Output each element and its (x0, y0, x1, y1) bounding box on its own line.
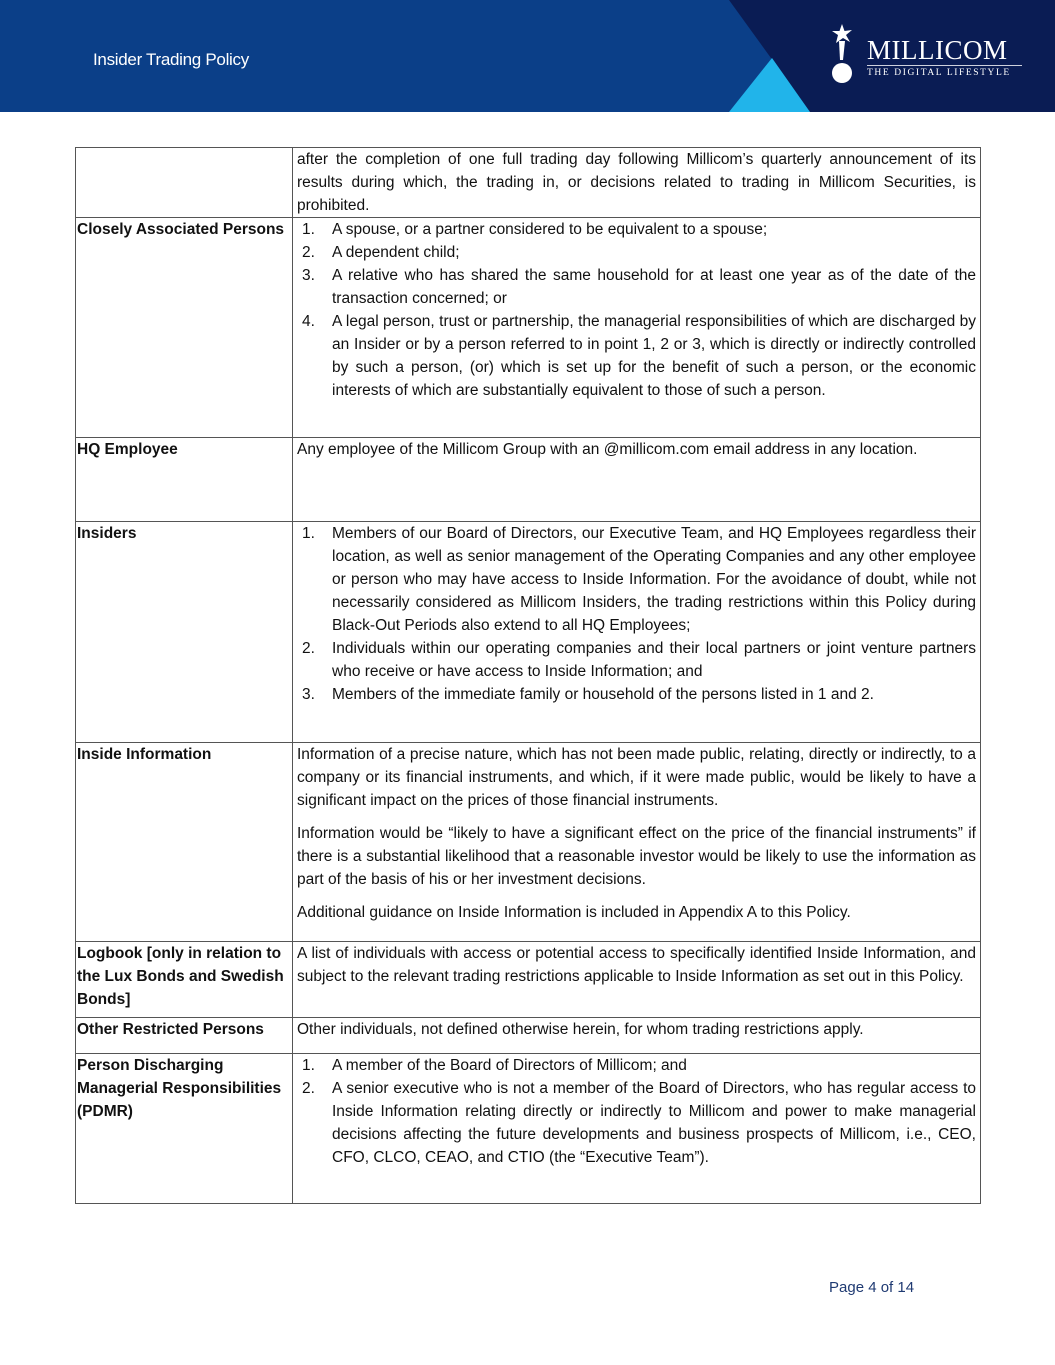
list-item (297, 1054, 976, 1077)
definition-term: Insiders (76, 522, 293, 743)
definition-description (293, 522, 981, 743)
definition-paragraph: Other individuals, not defined otherwise herein, for whom trading restrictions apply. (297, 1021, 864, 1038)
logo-tagline: THE DIGITAL LIFESTYLE (867, 68, 1011, 78)
list-item-number: 1. (302, 1057, 315, 1074)
page-header (0, 0, 1055, 112)
table-row (76, 942, 981, 1018)
list-item (297, 310, 976, 402)
list-item (297, 264, 976, 310)
list-item-text: Individuals within our operating companies and their local partners or joint venture partners who receive or have access to Inside Information; and (332, 640, 976, 680)
definition-term (76, 148, 293, 218)
list-item-text: A spouse, or a partner considered to be equivalent to a spouse; (332, 221, 768, 238)
list-item-text: A senior executive who is not a member of the Board of Directors, who has regular access to Inside Information relating directly or indirectly to Millicom and power to make managerial decisions affecting the future developments and business prospects of Millicom, i.e., CEO, CFO, CLCO, CEAO, and CTIO (the “Executive Team”). (332, 1080, 976, 1166)
table-row (76, 438, 981, 522)
definition-term: Closely Associated Persons (76, 218, 293, 438)
list-item-text: A dependent child; (332, 244, 460, 261)
definition-description (293, 1018, 981, 1054)
list-item-number: 3. (302, 267, 315, 284)
definition-paragraph: Additional guidance on Inside Information is included in Appendix A to this Policy. (297, 904, 851, 921)
logo-divider (867, 65, 1022, 66)
millicom-logo (827, 24, 1027, 88)
table-row (76, 148, 981, 218)
list-item-number: 2. (302, 244, 315, 261)
definition-term: Other Restricted Persons (76, 1018, 293, 1054)
list-item-number: 3. (302, 686, 315, 703)
numbered-list (297, 522, 976, 706)
table-row (76, 218, 981, 438)
definition-term: HQ Employee (76, 438, 293, 522)
table-row (76, 1054, 981, 1204)
list-item (297, 241, 976, 264)
document-title: Insider Trading Policy (93, 50, 249, 69)
table-row (76, 743, 981, 942)
list-item-text: A legal person, trust or partnership, the managerial responsibilities of which are discharged by an Insider or by a person referred to in point 1, 2 or 3, which is directly or indirectly controlled by such a person, (or) which is set up for the benefit of such a person, or the economic interests of which are substantially equivalent to those of such a person. (332, 313, 976, 399)
list-item-number: 2. (302, 1080, 315, 1097)
numbered-list (297, 218, 976, 402)
star-logo-icon (827, 24, 861, 88)
list-item (297, 637, 976, 683)
list-item (297, 218, 976, 241)
definition-description (293, 942, 981, 1018)
list-item-text: Members of the immediate family or household of the persons listed in 1 and 2. (332, 686, 874, 703)
definition-paragraph: Any employee of the Millicom Group with an @millicom.com email address in any location. (297, 441, 918, 458)
definition-description (293, 148, 981, 218)
definition-paragraph: Information of a precise nature, which has not been made public, relating, directly or indirectly, to a company or its financial instruments, and which, if it were made public, would be likely to have a significant impact on the prices of those financial instruments. (297, 746, 976, 809)
list-item-text: A member of the Board of Directors of Millicom; and (332, 1057, 687, 1074)
list-item-number: 2. (302, 640, 315, 657)
definition-paragraph: after the completion of one full trading day following Millicom’s quarterly announcement of its results during which, the trading in, or decisions related to trading in Millicom Securities, is prohibited. (297, 151, 976, 214)
list-item-text: Members of our Board of Directors, our Executive Team, and HQ Employees regardless their location, as well as senior management of the Operating Companies and any other employee or person who may have access to Inside Information. For the avoidance of doubt, while not necessarily considered as Millicom Insiders, the trading restrictions within this Policy during Black-Out Periods also extend to all HQ Employees; (332, 525, 976, 634)
list-item-text: A relative who has shared the same household for at least one year as of the date of the transaction concerned; or (332, 267, 976, 307)
list-item (297, 1077, 976, 1169)
list-item-number: 4. (302, 313, 315, 330)
logo-wordmark: MILLICOM (867, 35, 1008, 65)
definition-description (293, 218, 981, 438)
definitions-table (75, 147, 981, 1204)
definition-term: Inside Information (76, 743, 293, 942)
list-item (297, 683, 976, 706)
page-number: Page 4 of 14 (829, 1279, 915, 1296)
list-item-number: 1. (302, 221, 315, 238)
definition-paragraph: Information would be “likely to have a significant effect on the price of the financial instruments” if there is a substantial likelihood that a reasonable investor would be likely to use the information as part of the basis of his or her investment decisions. (297, 825, 976, 888)
numbered-list (297, 1054, 976, 1169)
definition-description (293, 1054, 981, 1204)
definition-description (293, 438, 981, 522)
table-row (76, 1018, 981, 1054)
definition-term: Logbook [only in relation to the Lux Bonds and Swedish Bonds] (76, 942, 293, 1018)
list-item (297, 522, 976, 637)
table-row (76, 522, 981, 743)
definition-description (293, 743, 981, 942)
list-item-number: 1. (302, 525, 315, 542)
definition-term: Person Discharging Managerial Responsibilities (PDMR) (76, 1054, 293, 1204)
definition-paragraph: A list of individuals with access or potential access to specifically identified Inside Information, and subject to the relevant trading restrictions applicable to Inside Information as set out in this Policy. (297, 945, 976, 985)
